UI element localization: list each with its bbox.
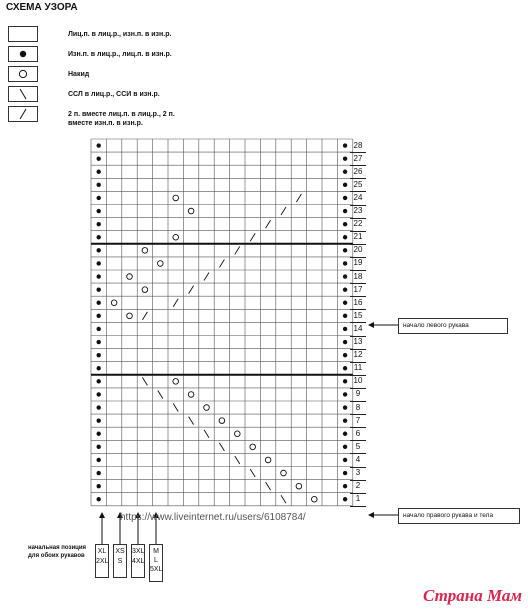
row-number: 22	[353, 219, 363, 229]
purl-dot-mark	[343, 471, 347, 475]
row-number: 26	[353, 166, 363, 176]
row-number: 11	[353, 363, 363, 373]
yarn-over-mark	[204, 405, 210, 411]
purl-dot-mark	[97, 379, 101, 383]
ssk-mark	[219, 443, 224, 451]
purl-dot-mark	[97, 458, 101, 462]
row-number: 4	[355, 454, 361, 464]
purl-dot-mark	[97, 484, 101, 488]
purl-dot-mark	[97, 222, 101, 226]
legend-slash-text: 2 п. вместе лиц.п. в лиц.р., 2 п. вместе изн.п. в изн.р.	[68, 111, 175, 127]
row-number: 15	[353, 310, 363, 320]
yarn-over-mark	[173, 379, 179, 385]
row-number: 25	[353, 179, 363, 189]
arrow-left-icon	[366, 508, 400, 522]
purl-dot-mark	[97, 209, 101, 213]
k2tog-mark	[235, 246, 240, 254]
yarn-over-mark	[188, 392, 194, 398]
row-number: 24	[353, 192, 363, 202]
purl-dot-mark	[97, 353, 101, 357]
size-m-l-5xl: M L 5XL	[149, 544, 163, 582]
purl-dot-mark	[343, 418, 347, 422]
purl-dot-mark	[343, 301, 347, 305]
purl-dot-mark	[97, 156, 101, 160]
k2tog-mark	[189, 286, 194, 294]
start-position-label: начальная позиция для обоих рукавов	[28, 545, 87, 559]
k2tog-mark	[173, 299, 178, 307]
purl-dot-mark	[97, 196, 101, 200]
row-number: 12	[353, 350, 363, 360]
size-xl-2xl: XL 2XL	[95, 544, 109, 578]
yarn-over-mark	[127, 274, 133, 280]
yarn-over-mark	[173, 234, 179, 240]
purl-dot-mark	[97, 366, 101, 370]
purl-dot-mark	[343, 261, 347, 265]
row-number: 18	[353, 271, 363, 281]
row-number: 10	[353, 376, 363, 386]
purl-dot-mark	[97, 497, 101, 501]
yarn-over-mark	[173, 195, 179, 201]
yarn-over-mark	[188, 208, 194, 214]
ssk-mark	[158, 390, 163, 398]
purl-dot-mark	[343, 432, 347, 436]
purl-dot-mark	[343, 248, 347, 252]
yarn-over-mark	[142, 287, 148, 293]
purl-dot-mark	[343, 235, 347, 239]
ssk-mark	[266, 482, 271, 490]
yarn-over-mark	[265, 457, 271, 463]
k2tog-mark	[296, 194, 301, 202]
purl-dot-mark	[343, 287, 347, 291]
purl-dot-mark	[97, 327, 101, 331]
row-number: 3	[355, 468, 361, 477]
purl-dot-mark	[343, 379, 347, 383]
ssk-mark	[235, 456, 240, 464]
yarn-over-mark	[142, 248, 148, 254]
k2tog-mark	[250, 233, 255, 241]
purl-dot-mark	[97, 471, 101, 475]
row-number: 5	[355, 441, 361, 451]
purl-dot-mark	[343, 458, 347, 462]
row-number: 7	[355, 415, 361, 425]
row-number: 13	[353, 337, 363, 346]
purl-dot-mark	[97, 183, 101, 187]
legend-circle-text: Накид	[68, 71, 90, 78]
purl-dot-mark	[97, 235, 101, 239]
yarn-over-mark	[296, 483, 302, 489]
k2tog-mark	[142, 312, 147, 320]
row-number: 17	[353, 284, 363, 294]
k2tog-mark	[219, 259, 224, 267]
ssk-mark	[281, 495, 286, 503]
k2tog-mark	[281, 207, 286, 215]
yarn-over-mark	[111, 300, 117, 306]
arrow-left-icon	[366, 318, 400, 332]
purl-dot-mark	[97, 248, 101, 252]
row-number: 16	[353, 297, 363, 307]
yarn-over-mark	[219, 418, 225, 424]
purl-dot-mark	[343, 183, 347, 187]
row-number: 27	[353, 153, 363, 163]
legend-blank-text: Лиц.п. в лиц.р., изн.п. в изн.р.	[68, 31, 172, 38]
legend-dot-text: Изн.п. в лиц.р., лиц.п. в изн.р.	[68, 51, 172, 58]
row-number: 23	[353, 206, 363, 215]
purl-dot-mark	[97, 405, 101, 409]
purl-dot-mark	[343, 222, 347, 226]
purl-dot-mark	[97, 287, 101, 291]
brand-logo: Страна Мам	[422, 586, 522, 605]
purl-dot-mark	[97, 418, 101, 422]
purl-dot-mark	[343, 327, 347, 331]
size-xs-s: XS S	[113, 544, 127, 578]
purl-dot-mark	[97, 261, 101, 265]
ssk-mark	[173, 404, 178, 412]
purl-dot-mark	[343, 366, 347, 370]
left-sleeve-note: начало левого рукава	[398, 318, 508, 334]
purl-dot-mark	[97, 432, 101, 436]
right-sleeve-note: начало правого рукава и тела	[398, 508, 520, 524]
purl-dot-mark	[343, 209, 347, 213]
ssk-mark	[250, 469, 255, 477]
yarn-over-mark	[158, 261, 164, 267]
purl-dot-mark	[97, 314, 101, 318]
yarn-over-mark	[250, 444, 256, 450]
purl-dot-mark	[343, 196, 347, 200]
purl-dot-mark	[97, 274, 101, 278]
purl-dot-mark	[343, 484, 347, 488]
k2tog-mark	[266, 220, 271, 228]
watermark-url: https://www.liveinternet.ru/users/6108784/	[120, 512, 306, 523]
purl-dot-mark	[343, 392, 347, 396]
purl-dot-mark	[343, 405, 347, 409]
purl-dot-mark	[97, 170, 101, 174]
purl-dot-mark	[343, 156, 347, 160]
row-number: 9	[355, 389, 361, 399]
ssk-mark	[189, 417, 194, 425]
row-number: 19	[353, 258, 363, 268]
yarn-over-mark	[235, 431, 241, 437]
purl-dot-mark	[343, 353, 347, 357]
row-number: 6	[355, 428, 361, 438]
k2tog-mark	[204, 273, 209, 281]
legend-backslash-text: ССЛ в лиц.р., ССИ в изн.р.	[68, 91, 160, 98]
row-number: 28	[353, 140, 363, 150]
purl-dot-mark	[97, 392, 101, 396]
yarn-over-mark	[127, 313, 133, 319]
purl-dot-mark	[343, 497, 347, 501]
row-number: 20	[353, 245, 363, 255]
row-number: 21	[353, 232, 363, 242]
yarn-over-mark	[281, 470, 287, 476]
row-number: 2	[355, 481, 361, 491]
purl-dot-mark	[343, 314, 347, 318]
purl-dot-mark	[343, 274, 347, 278]
size-3xl-4xl: 3XL 4XL	[131, 544, 145, 578]
row-number: 1	[355, 494, 361, 504]
ruler-underline	[350, 506, 366, 507]
purl-dot-mark	[97, 340, 101, 344]
purl-dot-mark	[343, 445, 347, 449]
yarn-over-mark	[312, 496, 318, 502]
page-title: СХЕМА УЗОРА	[6, 2, 78, 13]
purl-dot-mark	[343, 340, 347, 344]
purl-dot-mark	[343, 170, 347, 174]
purl-dot-mark	[343, 143, 347, 147]
purl-dot-mark	[97, 445, 101, 449]
ssk-mark	[204, 430, 209, 438]
row-number: 14	[353, 323, 363, 333]
row-number: 8	[355, 402, 361, 412]
purl-dot-mark	[97, 143, 101, 147]
purl-dot-mark	[97, 301, 101, 305]
ssk-mark	[142, 377, 147, 385]
